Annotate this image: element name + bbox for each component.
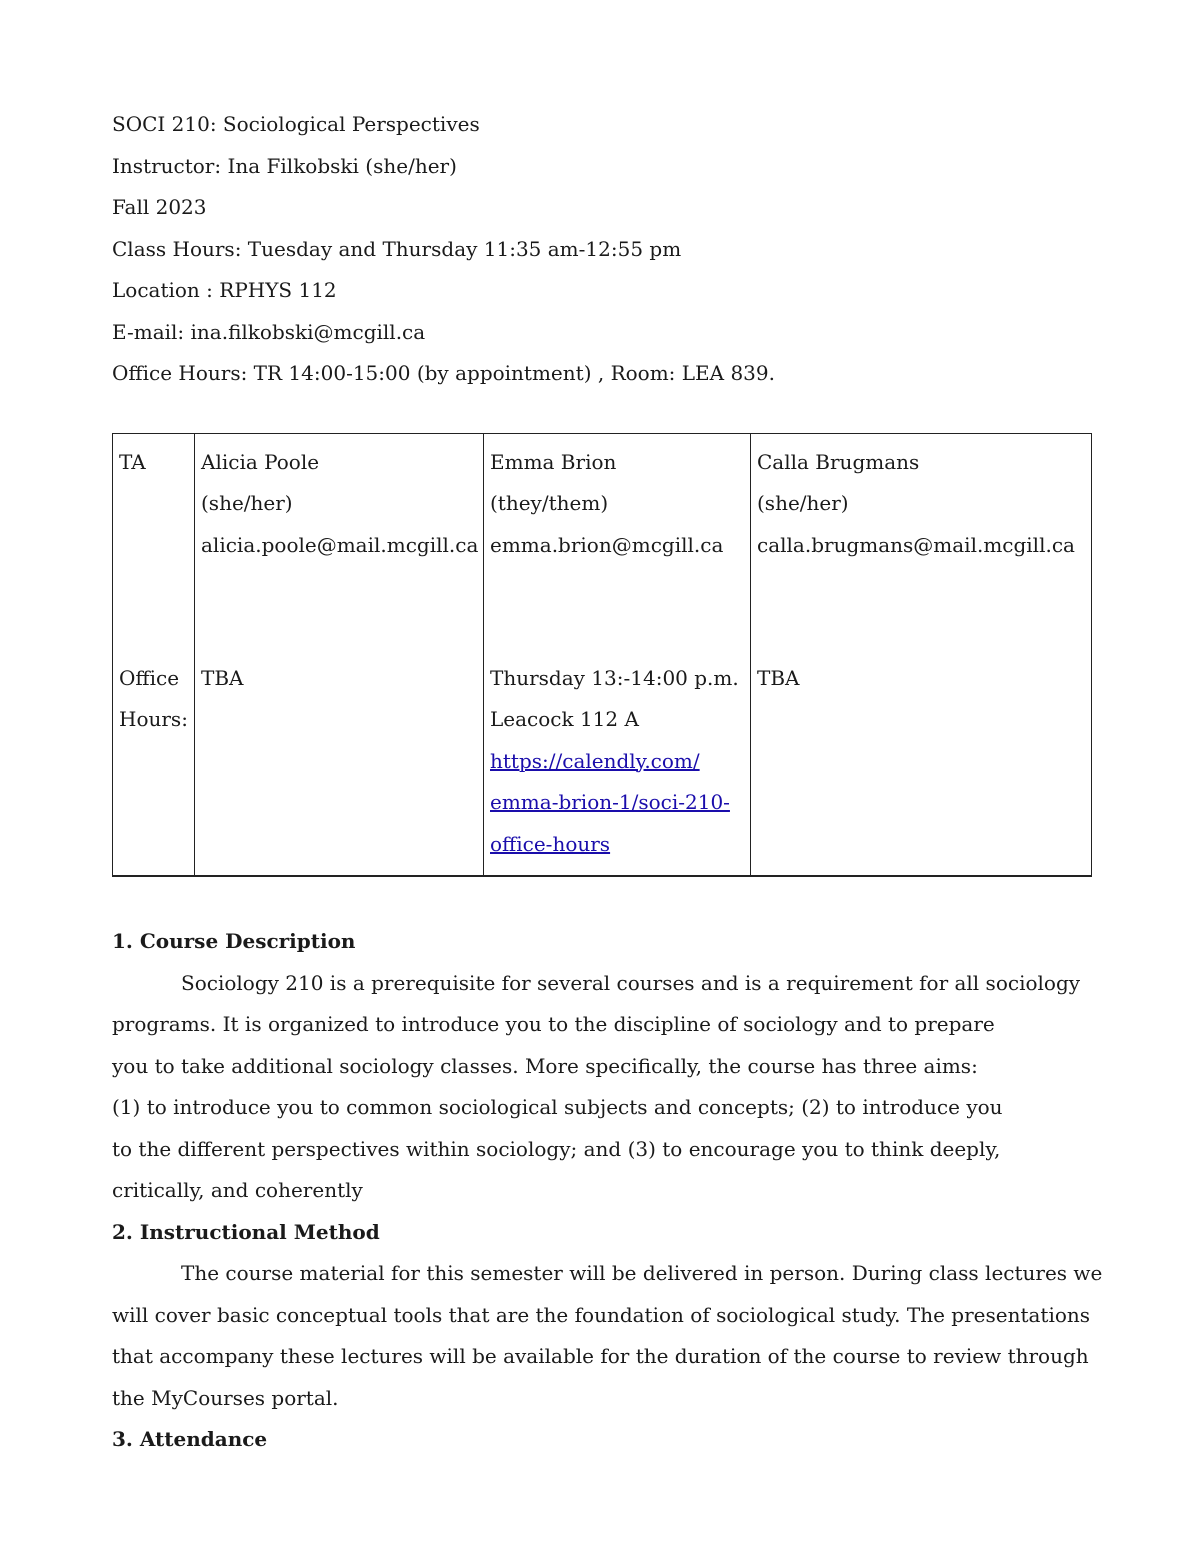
class-hours-line: Class Hours: Tuesday and Thursday 11:35 am-12:55 pm <box>112 236 682 261</box>
paragraph-line: Sociology 210 is a prerequisite for several courses and is a requirement for all sociology <box>181 970 1081 995</box>
paragraph-line: will cover basic conceptual tools that are the foundation of sociological study. The presentations <box>112 1302 1091 1327</box>
office-cell-emma <box>484 658 751 877</box>
calendly-link-part2[interactable]: emma-brion-1/soci-210- <box>490 790 730 814</box>
document-page <box>112 104 1103 1461</box>
ta-pronouns: (she/her) <box>757 491 849 515</box>
section-attendance <box>112 1419 1092 1461</box>
ta-name: Emma Brion <box>490 449 617 474</box>
section-title: 3. Attendance <box>112 1427 268 1451</box>
location-line: Location : RPHYS 112 <box>112 278 337 302</box>
calendly-link-part3[interactable]: office-hours <box>490 831 611 856</box>
section-instructional-method <box>112 1212 1103 1420</box>
ta-cell-alicia <box>195 433 484 658</box>
instructor-line: Instructor: Ina Filkobski (she/her) <box>112 153 457 178</box>
paragraph-line: The course material for this semester will be delivered in person. During class lectures we <box>181 1261 1103 1285</box>
office-cell-calla <box>751 658 1092 877</box>
calendly-link-part1[interactable]: https://calendly.com/ <box>490 748 700 773</box>
office-hours-row <box>113 658 1092 877</box>
office-text: TBA <box>201 665 244 690</box>
ta-email: emma.brion@mcgill.ca <box>490 532 724 557</box>
ta-label-cell <box>113 433 195 658</box>
paragraph-line: that accompany these lectures will be available for the duration of the course to review through <box>112 1344 1089 1368</box>
paragraph-line: you to take additional sociology classes. More specifically, the course has three aims: <box>112 1053 978 1078</box>
office-cell-alicia <box>195 658 484 877</box>
ta-cell-calla <box>751 433 1092 658</box>
ta-name: Calla Brugmans <box>757 449 920 474</box>
ta-info-row <box>113 433 1092 658</box>
ta-email: calla.brugmans@mail.mcgill.ca <box>757 532 1075 557</box>
email-line: E-mail: ina.filkobski@mcgill.ca <box>112 319 426 344</box>
section-title: 2. Instructional Method <box>112 1219 380 1244</box>
term-line: Fall 2023 <box>112 195 207 219</box>
office-hours-line: Office Hours: TR 14:00-15:00 (by appointment) , Room: LEA 839. <box>112 361 775 385</box>
office-label-2: Hours: <box>119 707 188 731</box>
ta-pronouns: (they/them) <box>490 491 609 515</box>
ta-table <box>112 433 1092 878</box>
paragraph-line: programs. It is organized to introduce you to the discipline of sociology and to prepare <box>112 1012 995 1036</box>
ta-email: alicia.poole@mail.mcgill.ca <box>201 532 479 557</box>
office-text: Thursday 13:-14:00 p.m. <box>490 665 739 690</box>
ta-cell-emma <box>484 433 751 658</box>
office-label-1: Office <box>119 665 180 690</box>
ta-name: Alicia Poole <box>201 449 320 474</box>
ta-pronouns: (she/her) <box>201 491 293 515</box>
paragraph-line: (1) to introduce you to common sociological subjects and concepts; (2) to introduce you <box>112 1095 1003 1119</box>
section-title: 1. Course Description <box>112 929 356 953</box>
office-room: Leacock 112 A <box>490 707 639 731</box>
paragraph-line: the MyCourses portal. <box>112 1385 339 1410</box>
course-header <box>112 104 1092 395</box>
office-label-cell <box>113 658 195 877</box>
paragraph-line: critically, and coherently <box>112 1178 363 1202</box>
ta-label: TA <box>119 449 146 474</box>
section-course-description <box>112 921 1092 1212</box>
office-text: TBA <box>757 665 800 690</box>
paragraph-line: to the different perspectives within sociology; and (3) to encourage you to think deeply, <box>112 1136 1001 1161</box>
course-title: SOCI 210: Sociological Perspectives <box>112 112 480 136</box>
